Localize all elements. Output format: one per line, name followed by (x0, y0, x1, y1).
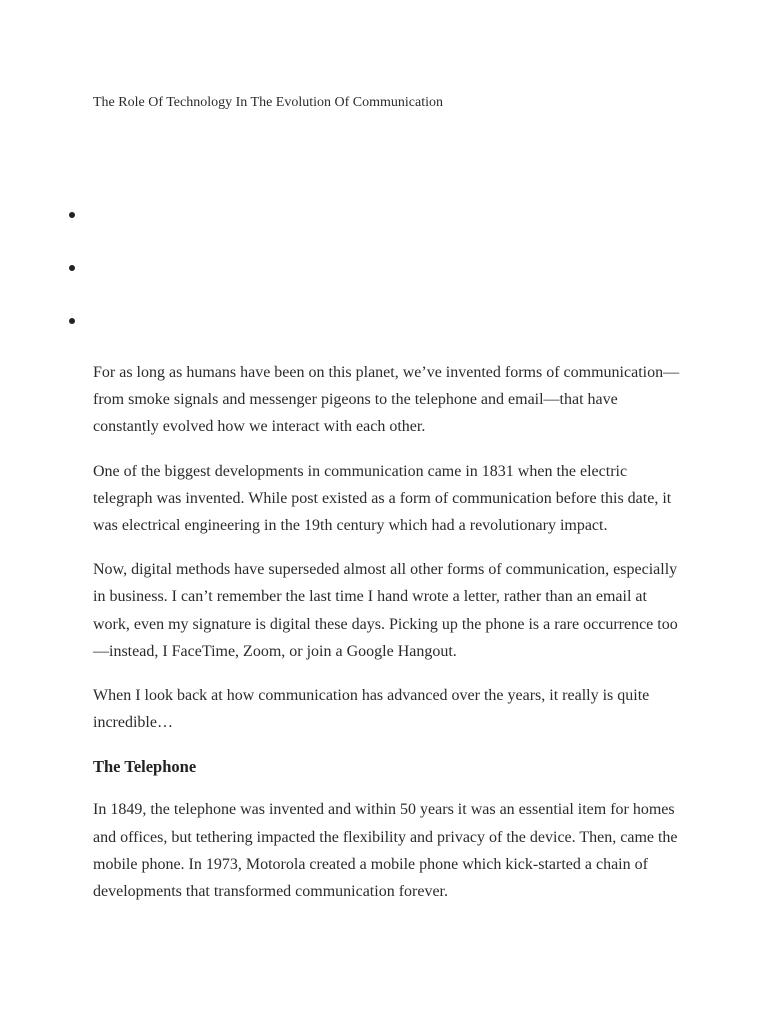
paragraph-digital: Now, digital methods have superseded almost all other forms of communication, especially in business. I can’t remember the last time I hand wrote a letter, rather than an email at work, even my signature is digital these days. Picking up the phone is a rare occurrence too—instead, I FaceTime, Zoom, or join a Google Hangout. (93, 561, 678, 660)
bullet-icon (69, 212, 75, 218)
list-item (69, 259, 89, 312)
paragraph-telephone: In 1849, the telephone was invented and within 50 years it was an essential item for homes and offices, but tethering impacted the flexibility and privacy of the device. Then, came the mobile phone. In 1973, Motorola created a mobile phone which kick-started a chain of developments that transformed communication forever. (93, 801, 678, 901)
list-item (69, 312, 89, 365)
paragraph-telegraph: One of the biggest developments in communication came in 1831 when the electric telegraph was invented. While post existed as a form of communication before this date, it was electrical engineering in the 19th century which had a revolutionary impact. (93, 462, 672, 535)
article-body (93, 359, 683, 922)
list-item (69, 206, 89, 259)
section-heading-telephone: The Telephone (93, 757, 197, 777)
bullet-icon (69, 265, 75, 271)
document-title: The Role Of Technology In The Evolution Of Communication (93, 95, 443, 110)
paragraph-intro: For as long as humans have been on this planet, we’ve invented forms of communication—from smoke signals and messenger pigeons to the telephone and email—that have constantly evolved how we interact with each other. (93, 364, 680, 436)
bullet-list (69, 206, 89, 365)
paragraph-reflection: When I look back at how communication has advanced over the years, it really is quite incredible… (93, 687, 650, 732)
bullet-icon (69, 318, 75, 324)
